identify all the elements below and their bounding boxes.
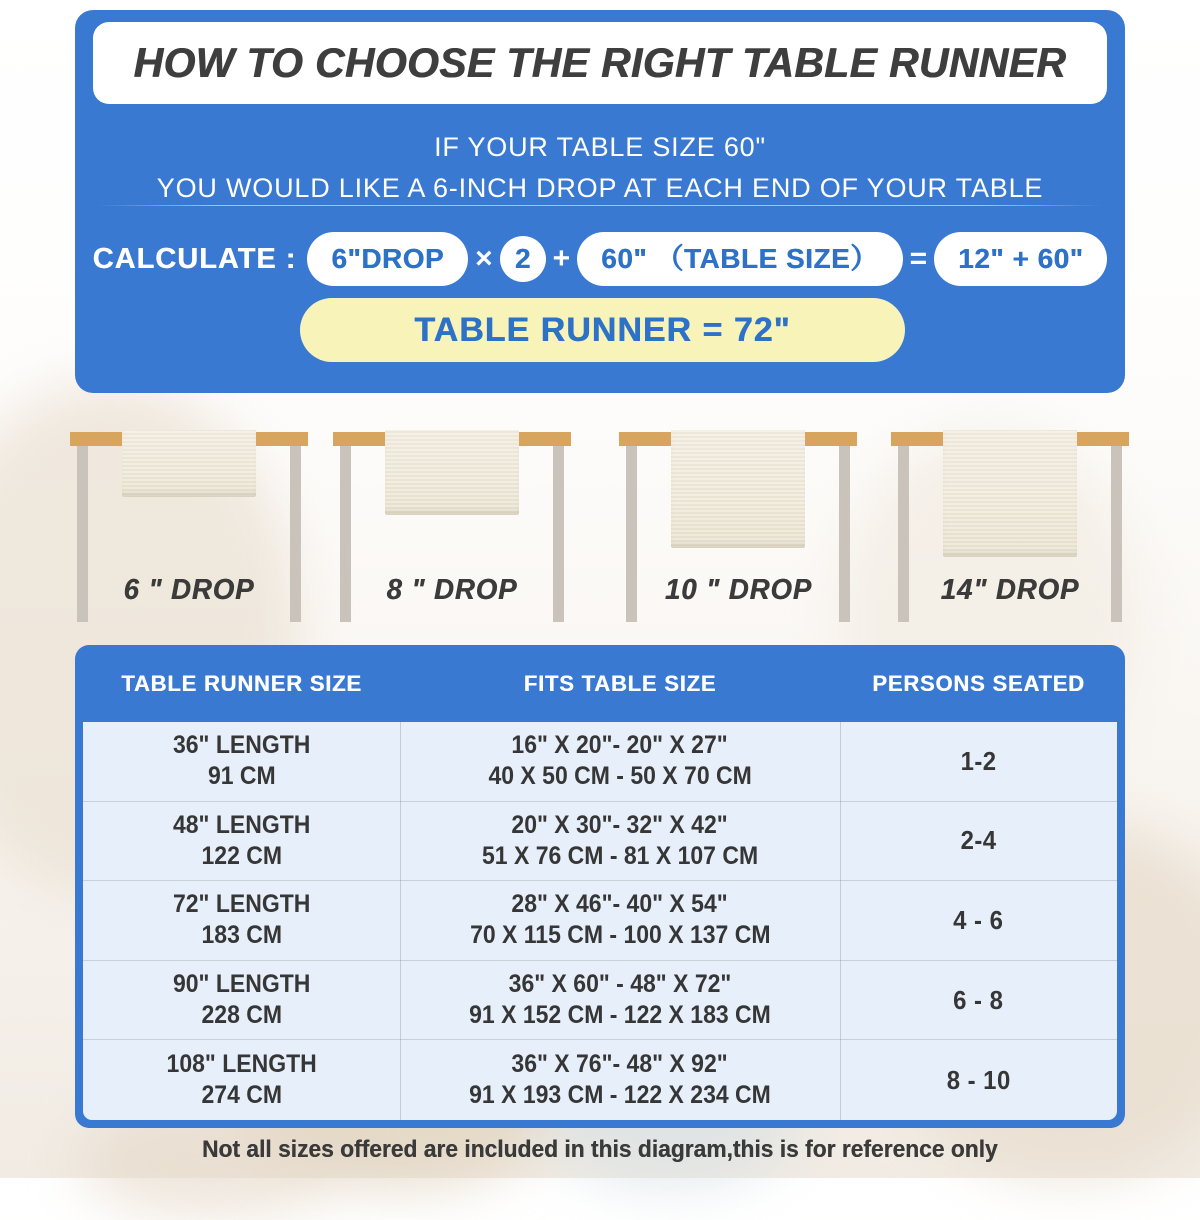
drop-figure-8 bbox=[333, 430, 571, 625]
plus-operator: + bbox=[552, 242, 571, 275]
table-runner bbox=[385, 430, 519, 515]
result-text: TABLE RUNNER = 72" bbox=[414, 310, 791, 349]
hero-panel bbox=[75, 10, 1125, 393]
fits-size-cm: 51 X 76 CM - 81 X 107 CM bbox=[481, 841, 759, 870]
drop-label: 14" DROP bbox=[940, 574, 1080, 606]
size-table-body bbox=[83, 722, 1117, 1120]
table-size-pill: 60" （TABLE SIZE） bbox=[577, 232, 902, 286]
runner-size-in: 90" LENGTH bbox=[172, 970, 311, 999]
runner-size-cm: 228 CM bbox=[201, 1001, 282, 1030]
table-runner bbox=[671, 430, 805, 548]
calculate-label: CALCULATE : bbox=[92, 242, 297, 275]
column-header-runner-size: TABLE RUNNER SIZE bbox=[121, 670, 362, 696]
runner-size-cm: 122 CM bbox=[201, 841, 282, 870]
persons-seated: 2-4 bbox=[960, 825, 997, 856]
fits-size-in: 28" X 46"- 40" X 54" bbox=[511, 890, 729, 919]
fits-size-in: 16" X 20"- 20" X 27" bbox=[511, 731, 729, 760]
table-row bbox=[83, 881, 1117, 961]
size-table-header bbox=[83, 645, 1117, 722]
drop-value-pill: 6"DROP bbox=[307, 232, 468, 286]
table-runner bbox=[943, 430, 1077, 557]
multiply-operator: × bbox=[475, 242, 493, 275]
fits-size-in: 36" X 76"- 48" X 92" bbox=[511, 1050, 729, 1079]
table-row bbox=[83, 722, 1117, 802]
runner-size-in: 108" LENGTH bbox=[166, 1050, 317, 1079]
runner-size-in: 36" LENGTH bbox=[172, 731, 311, 760]
drop-figure-14 bbox=[891, 430, 1129, 625]
fits-size-cm: 91 X 193 CM - 122 X 234 CM bbox=[469, 1081, 771, 1110]
table-row bbox=[83, 961, 1117, 1041]
runner-size-in: 72" LENGTH bbox=[172, 890, 311, 919]
column-divider bbox=[840, 722, 841, 1120]
subtitle-line-1: IF YOUR TABLE SIZE 60" bbox=[434, 132, 766, 162]
fits-size-in: 20" X 30"- 32" X 42" bbox=[511, 810, 729, 839]
calculation-row bbox=[75, 232, 1125, 286]
sum-expression-pill: 12" + 60" bbox=[934, 232, 1107, 286]
column-divider bbox=[400, 722, 401, 1120]
size-table-panel bbox=[75, 645, 1125, 1128]
footer-note-text: Not all sizes offered are included in this diagram,this is for reference only bbox=[202, 1136, 998, 1163]
column-header-persons-seated: PERSONS SEATED bbox=[872, 670, 1085, 696]
fits-size-cm: 40 X 50 CM - 50 X 70 CM bbox=[488, 762, 752, 791]
runner-size-cm: 183 CM bbox=[201, 921, 282, 950]
result-pill bbox=[300, 298, 905, 362]
drop-figure-10 bbox=[619, 430, 857, 625]
multiplier-badge: 2 bbox=[500, 236, 546, 282]
table-row bbox=[83, 802, 1117, 882]
fits-size-cm: 91 X 152 CM - 122 X 183 CM bbox=[469, 1001, 771, 1030]
equals-operator: = bbox=[909, 242, 928, 275]
column-header-fits-table-size: FITS TABLE SIZE bbox=[523, 670, 717, 696]
runner-size-in: 48" LENGTH bbox=[172, 810, 311, 839]
table-row bbox=[83, 1040, 1117, 1120]
fits-size-in: 36" X 60" - 48" X 72" bbox=[508, 970, 732, 999]
persons-seated: 8 - 10 bbox=[946, 1064, 1011, 1095]
drop-figure-6 bbox=[70, 430, 308, 625]
footer-note bbox=[0, 1136, 1200, 1164]
subtitle-line-2: YOU WOULD LIKE A 6-INCH DROP AT EACH END OF YOUR TABLE bbox=[156, 173, 1044, 203]
divider bbox=[97, 205, 1103, 206]
drop-label: 8 " DROP bbox=[386, 574, 518, 606]
table-runner bbox=[122, 430, 256, 497]
title-banner bbox=[93, 22, 1107, 104]
drop-label: 10 " DROP bbox=[664, 574, 812, 606]
persons-seated: 1-2 bbox=[960, 745, 997, 776]
runner-size-cm: 91 CM bbox=[207, 762, 276, 791]
fits-size-cm: 70 X 115 CM - 100 X 137 CM bbox=[469, 921, 771, 950]
drop-label: 6 " DROP bbox=[123, 574, 255, 606]
page-title: HOW TO CHOOSE THE RIGHT TABLE RUNNER bbox=[133, 39, 1067, 86]
runner-size-cm: 274 CM bbox=[201, 1081, 282, 1110]
persons-seated: 6 - 8 bbox=[953, 984, 1004, 1015]
subtitle-block bbox=[75, 132, 1125, 204]
persons-seated: 4 - 6 bbox=[953, 904, 1004, 935]
